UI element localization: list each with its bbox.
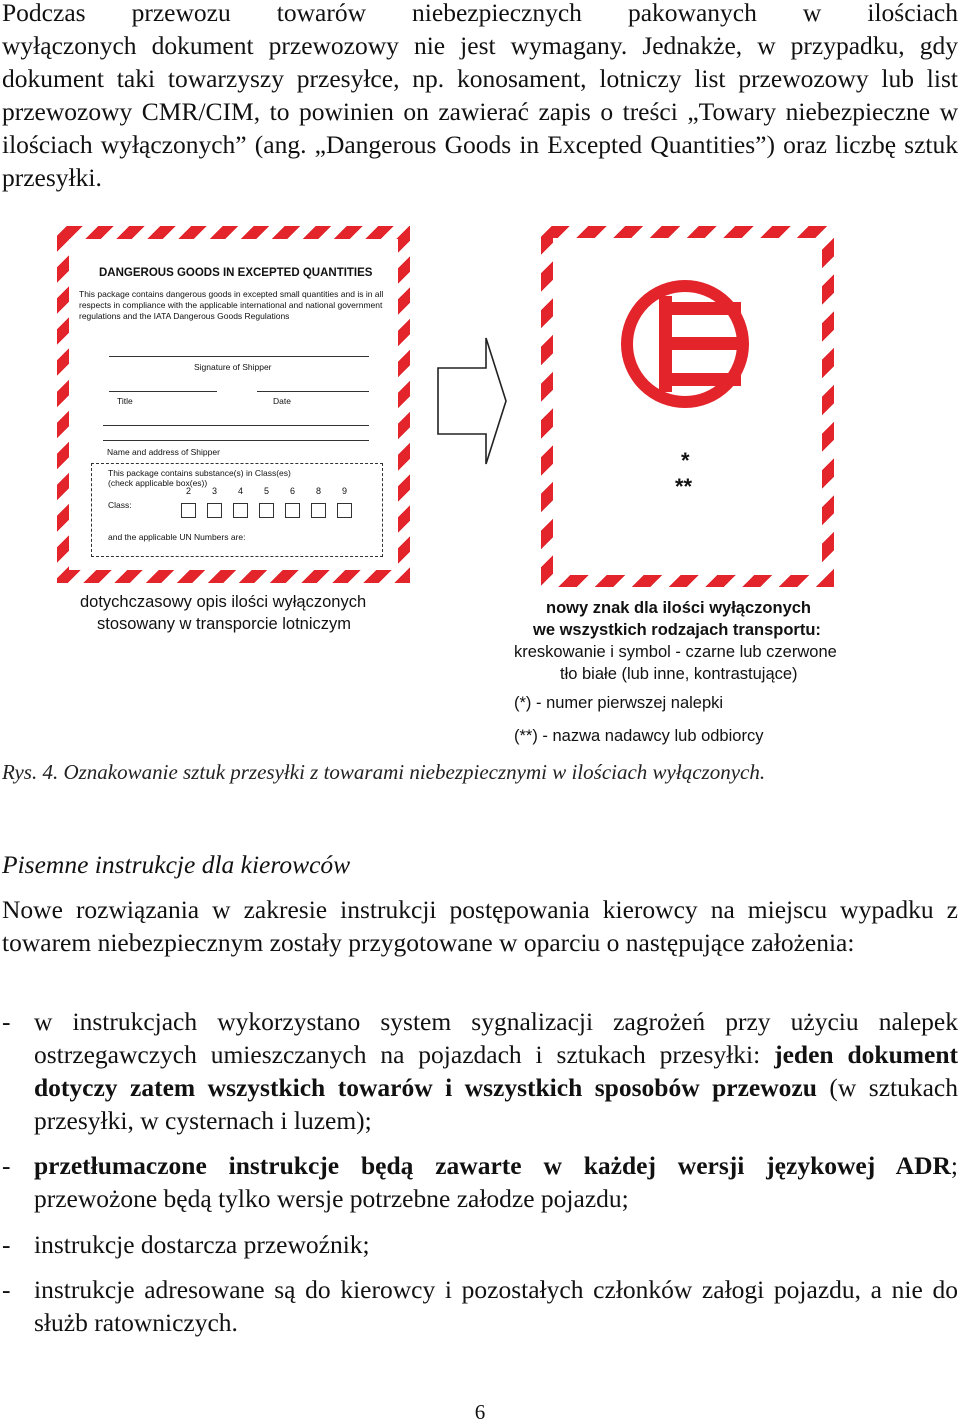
class-checkbox: [207, 503, 222, 518]
title-field-label: Title: [117, 396, 133, 406]
class-checkbox: [311, 503, 326, 518]
star-consignor-name: **: [675, 474, 693, 499]
right-arrow-icon: [436, 336, 508, 466]
class-box-line-2: (check applicable box(es)): [108, 478, 208, 488]
intro-paragraph: [2, 0, 958, 194]
list-item: [2, 1228, 958, 1261]
bullet-bold-text: przetłumaczone instrukcje będą zawarte w każdej wersji językowej ADR: [34, 1151, 951, 1180]
old-label-caption-line-1: dotychczasowy opis ilości wyłączonych: [80, 593, 367, 611]
old-label-text: This package contains dangerous goods in excepted small quantities and is in all respects in compliance with the applicable international and national government regulations and the IATA Dangerous Goods Regulations: [79, 289, 384, 321]
bullet-text-after: ; przewożone będą tylko wersje potrzebne załodze pojazdu;: [34, 1151, 958, 1213]
date-line: [257, 391, 369, 392]
bullet-bold-text: jeden dokument dotyczy zatem wszystkich towarów i wszystkich sposobów przewozu: [34, 1040, 958, 1102]
class-label: Class:: [108, 500, 132, 510]
bullet-dash: -: [2, 1007, 11, 1036]
old-label-title: DANGEROUS GOODS IN EXCEPTED QUANTITIES: [99, 267, 373, 279]
section-heading: Pisemne instrukcje dla kierowców: [2, 850, 351, 879]
note-consignor-name: (**) - nazwa nadawcy lub odbiorcy: [514, 727, 764, 745]
bullet-dash: -: [2, 1230, 11, 1259]
note-first-label-number: (*) - numer pierwszej nalepki: [514, 694, 724, 712]
figure-caption: Rys. 4. Oznakowanie sztuk przesyłki z towarami niebezpiecznymi w ilościach wyłączonych.: [2, 760, 766, 784]
class-number: 5: [264, 486, 270, 496]
class-number: 9: [342, 486, 348, 496]
e-symbol-icon: [613, 280, 761, 408]
new-label-caption-line-1: nowy znak dla ilości wyłączonych: [546, 599, 811, 617]
new-label-caption-line-3: kreskowanie i symbol - czarne lub czerwone: [514, 643, 837, 661]
class-number: 3: [212, 486, 218, 496]
intro-rest: wyłączonych dokument przewozowy nie jest wymagany. Jednakże, w przypadku, gdy dokument taki towarzyszy przesyłce, np. konosament, lotniczy list przewozowy lub list przewozowy CMR/CIM, to powinien on zawierać zapis o treści „Towary niebezpieczne w ilościach wyłączonych” (ang. „Dangerous Goods in Excepted Quantities”) oraz liczbę sztuk przesyłki.: [2, 31, 958, 192]
class-checkbox: [259, 503, 274, 518]
new-label-caption-line-2: we wszystkich rodzajach transportu:: [533, 621, 821, 639]
title-line: [109, 391, 217, 392]
bullet-text: instrukcje adresowane są do kierowcy i pozostałych członków załogi pojazdu, a nie do służb ratowniczych.: [34, 1275, 958, 1337]
old-label-caption-line-2: stosowany w transporcie lotniczym: [97, 615, 352, 633]
name-address-label: Name and address of Shipper: [107, 447, 220, 457]
signature-line: [109, 356, 369, 357]
new-label-caption-line-4: tło białe (lub inne, kontrastujące): [560, 665, 798, 683]
date-field-label: Date: [273, 396, 291, 406]
bullet-text: instrukcje dostarcza przewoźnik;: [34, 1230, 370, 1259]
new-excepted-quantities-mark: [541, 226, 834, 587]
page-number: 6: [474, 1400, 486, 1424]
class-checkbox: [181, 503, 196, 518]
class-checkbox: [285, 503, 300, 518]
star-first-label-number: *: [681, 448, 690, 473]
list-item: [2, 1005, 958, 1137]
class-box: [91, 463, 383, 557]
bullet-dash: -: [2, 1275, 11, 1304]
bullet-text: w instrukcjach wykorzystano system sygnalizacji zagrożeń przy użyciu nalepek ostrzegawczych umieszczanych na pojazdach i sztukach przesyłki:: [34, 1007, 958, 1069]
un-numbers-label: and the applicable UN Numbers are:: [108, 532, 246, 542]
old-excepted-quantities-label: [57, 226, 410, 583]
intro-line-1: Podczas przewozu towarów niebezpiecznych pakowanych w ilościach: [2, 0, 958, 27]
bullet-dash: -: [2, 1151, 11, 1180]
bullet-text-after: (w sztukach przesyłki, w cysternach i luzem);: [34, 1073, 958, 1135]
class-number: 8: [316, 486, 322, 496]
signature-field-label: Signature of Shipper: [194, 362, 272, 372]
section-intro: Nowe rozwiązania w zakresie instrukcji postępowania kierowcy na miejscu wypadku z towarem niebezpiecznym zostały przygotowane w oparciu o następujące założenia:: [2, 895, 958, 957]
list-item: [2, 1273, 958, 1339]
class-number: 4: [238, 486, 244, 496]
class-number: 6: [290, 486, 296, 496]
list-item: [2, 1149, 958, 1215]
rule-line-2: [103, 440, 369, 441]
class-box-line-1: This package contains substance(s) in Class(es): [108, 468, 291, 478]
class-checkbox: [337, 503, 352, 518]
class-checkbox: [233, 503, 248, 518]
rule-line-1: [103, 425, 369, 426]
class-number: 2: [186, 486, 192, 496]
